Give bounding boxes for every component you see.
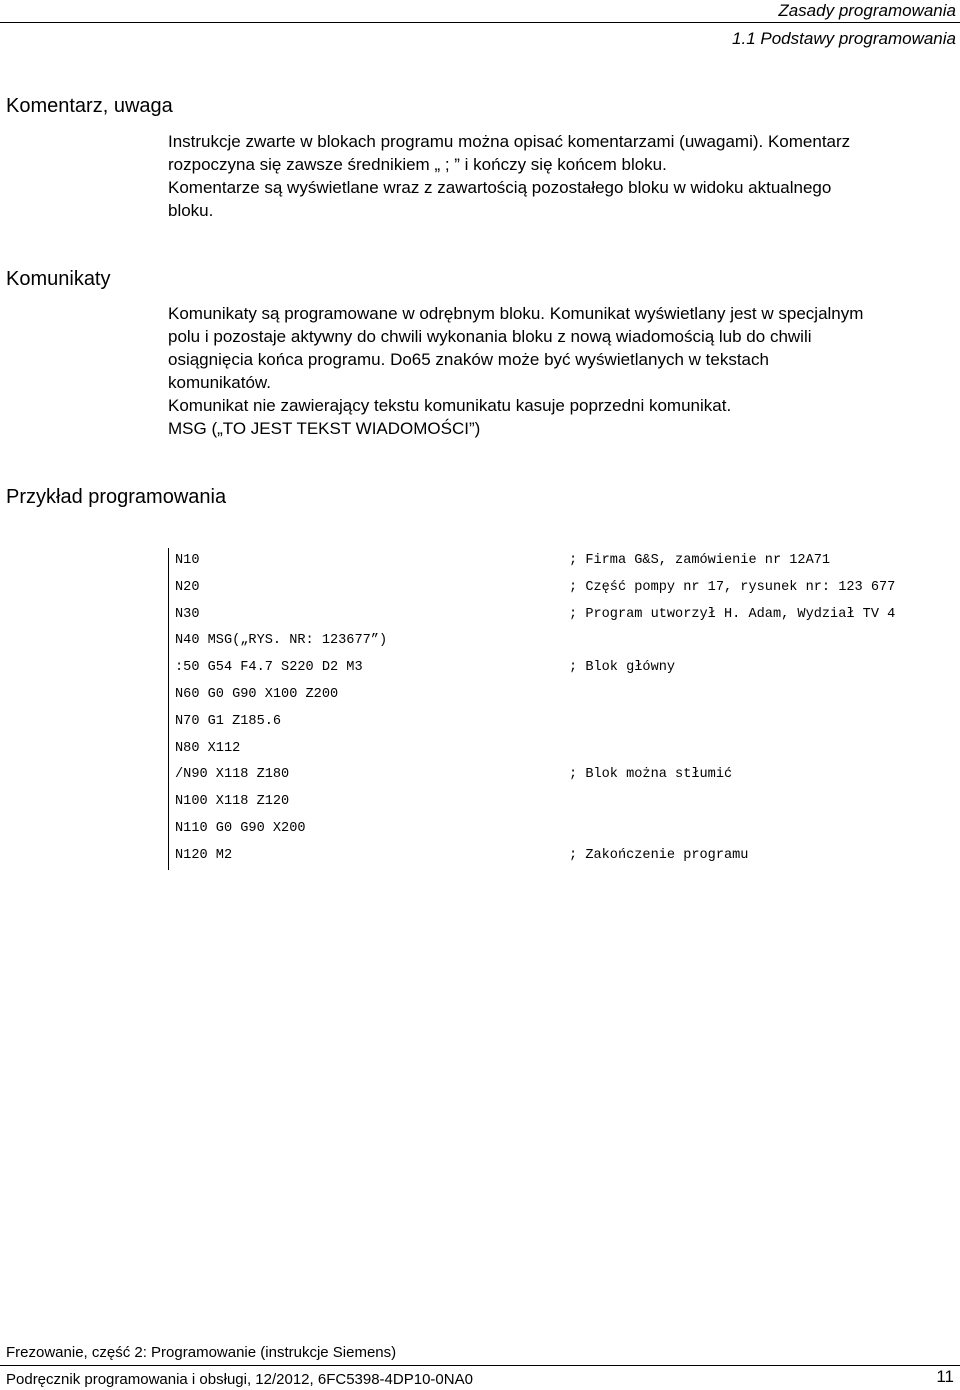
code-comment: ; Blok można stłumić [569,767,733,783]
messages-paragraph [168,302,954,440]
running-header-subtitle: 1.1 Podstawy programowania [732,29,956,48]
code-line [175,816,935,843]
code-comment: ; Firma G&S, zamówienie nr 12A71 [569,553,831,568]
text-line: Komentarze są wyświetlane wraz z zawartością pozostałego bloku w widoku aktualnego [168,178,832,197]
text-line: osiągnięcia końca programu. Do65 znaków może być wyświetlanych w tekstach [168,350,769,369]
text-line: komunikatów. [168,373,271,392]
code-command: :50 G54 F4.7 S220 D2 M3 [175,660,363,676]
code-line [175,789,935,816]
footer-edition: Podręcznik programowania i obsługi, 12/2012, 6FC5398-4DP10-0NA0 [6,1371,473,1388]
code-command: N100 X118 Z120 [175,794,290,810]
footer-rule [0,1365,960,1366]
section-heading-example: Przykład programowania [6,486,227,508]
code-line [175,548,935,575]
code-comment: ; Część pompy nr 17, rysunek nr: 123 677 [569,579,896,595]
footer-title: Frezowanie, część 2: Programowanie (instrukcje Siemens) [6,1344,397,1361]
code-line [175,655,935,682]
code-command: N30 [175,606,200,622]
text-line: MSG („TO JEST TEKST WIADOMOŚCI”) [168,419,481,438]
text-line: Instrukcje zwarte w blokach programu można opisać komentarzami (uwagami). Komentarz [168,132,851,151]
code-command: N40 MSG(„RYS. NR: 123677”) [175,633,388,649]
text-line: polu i pozostaje aktywny do chwili wykonania bloku z nową wiadomością lub do chwili [168,327,812,346]
code-line [175,843,935,870]
code-line [175,736,935,763]
code-command: N60 G0 G90 X100 Z200 [175,686,339,702]
code-line [175,575,935,602]
page-number: 11 [936,1367,954,1386]
code-command: N70 G1 Z185.6 [175,713,282,729]
code-line [175,762,935,789]
code-line [175,709,935,736]
code-command: N20 [175,579,200,595]
code-command: N110 G0 G90 X200 [175,820,306,836]
code-line [175,682,935,709]
text-line: bloku. [168,201,214,220]
running-header-title: Zasady programowania [778,1,956,20]
section-heading-comment: Komentarz, uwaga [6,95,173,117]
header-rule [0,22,960,23]
text-line: Komunikat nie zawierający tekstu komunikatu kasuje poprzedni komunikat. [168,396,732,415]
comment-paragraph [168,130,954,222]
section-heading-messages: Komunikaty [6,268,111,290]
text-line: Komunikaty są programowane w odrębnym bloku. Komunikat wyświetlany jest w specjalnym [168,304,864,323]
code-command: N10 [175,553,200,568]
text-line: rozpoczyna się zawsze średnikiem „ ; ” i kończy się końcem bloku. [168,155,667,174]
code-comment: ; Program utworzył H. Adam, Wydział TV 4 [569,606,896,622]
code-command: N80 X112 [175,740,241,756]
code-command: /N90 X118 Z180 [175,767,290,783]
code-line [175,628,935,655]
code-comment: ; Zakończenie programu [569,847,749,863]
code-line [175,602,935,629]
code-example [168,548,935,870]
code-command: N120 M2 [175,847,233,863]
code-comment: ; Blok główny [569,660,676,676]
